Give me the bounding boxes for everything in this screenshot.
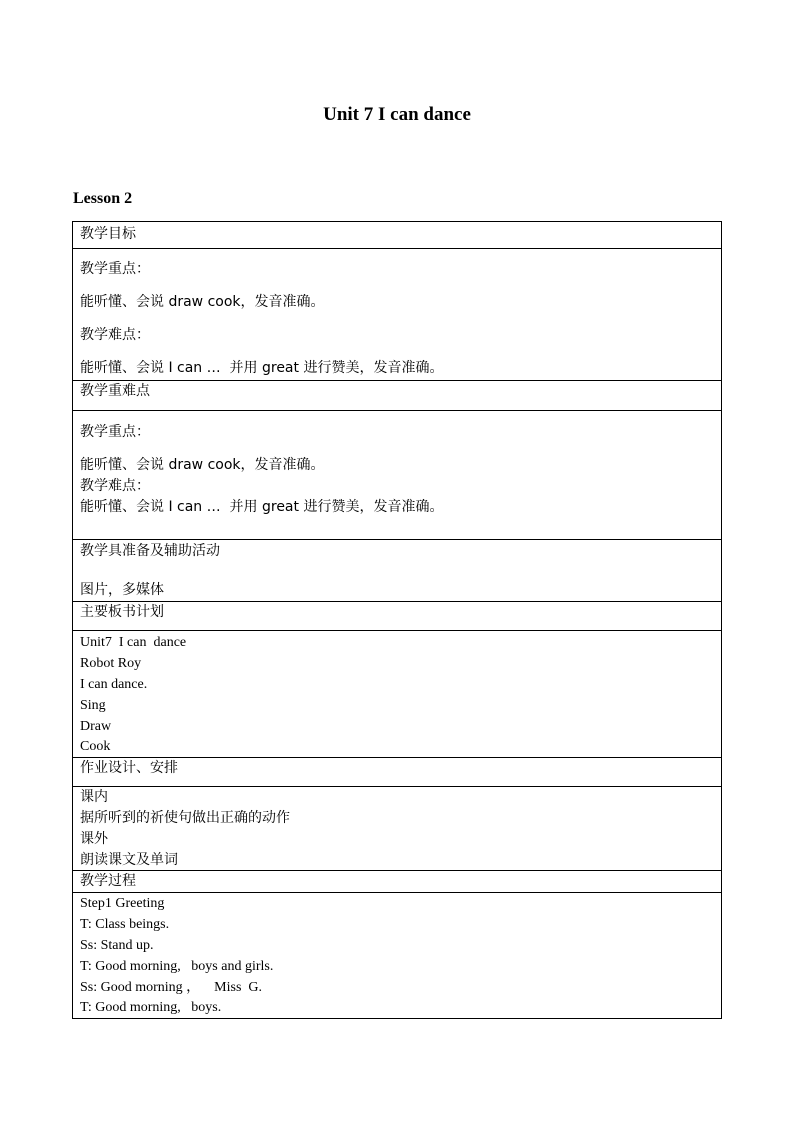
- board-line: Sing: [80, 698, 106, 713]
- key-points-line: 教学难点：: [80, 478, 150, 494]
- homework-body: [73, 787, 722, 871]
- process-line: T: Good morning, boys.: [80, 1000, 222, 1015]
- key-points-line: 教学重点：: [80, 424, 150, 440]
- board-line: Unit7 I can dance: [80, 635, 187, 650]
- materials-line: 图片，多媒体: [80, 582, 164, 598]
- process-line: Ss: Stand up.: [80, 938, 154, 953]
- process-heading: 教学过程: [73, 871, 722, 893]
- process-body: [73, 893, 722, 1019]
- homework-line: 朗读课文及单词: [80, 852, 178, 868]
- objectives-line: 教学难点：: [80, 327, 150, 343]
- board-body-row: [73, 631, 722, 758]
- homework-body-row: [73, 787, 722, 871]
- board-heading: 主要板书计划: [73, 602, 722, 631]
- homework-line: 课内: [80, 789, 108, 805]
- materials-heading: 教学具准备及辅助活动: [80, 543, 220, 559]
- process-line: T: Class beings.: [80, 917, 170, 932]
- board-header-row: [73, 602, 722, 631]
- lesson-heading: Lesson 2: [73, 190, 133, 207]
- key-points-header-row: [73, 381, 722, 411]
- board-line: Robot Roy: [80, 656, 142, 671]
- objectives-body-row: [73, 249, 722, 381]
- board-line: Cook: [80, 739, 111, 754]
- key-points-body-row: [73, 411, 722, 540]
- process-line: T: Good morning, boys and girls.: [80, 959, 274, 974]
- process-line: Ss: Good morning ， Miss G.: [80, 980, 263, 995]
- objectives-line: 能听懂、会说 I can … 并用 great 进行赞美，发音准确。: [80, 360, 444, 376]
- key-points-line: 能听懂、会说 I can … 并用 great 进行赞美，发音准确。: [80, 499, 444, 515]
- homework-header-row: [73, 758, 722, 787]
- board-body: [73, 631, 722, 758]
- objectives-body: [73, 249, 722, 381]
- process-body-row: [73, 893, 722, 1019]
- objectives-heading: 教学目标: [73, 222, 722, 249]
- objectives-line: 教学重点：: [80, 261, 150, 277]
- materials-cell: [73, 540, 722, 602]
- process-line: Step1 Greeting: [80, 896, 165, 911]
- document-title: Unit 7 I can dance: [323, 104, 471, 125]
- objectives-line: 能听懂、会说 draw cook，发音准确。: [80, 294, 325, 310]
- materials-row: [73, 540, 722, 602]
- key-points-line: 能听懂、会说 draw cook，发音准确。: [80, 457, 325, 473]
- homework-line: 据所听到的祈使句做出正确的动作: [80, 810, 290, 826]
- key-points-heading: 教学重难点: [73, 381, 722, 411]
- homework-heading: 作业设计、安排: [73, 758, 722, 787]
- homework-line: 课外: [80, 831, 108, 847]
- lesson-plan-table: [72, 221, 722, 1019]
- key-points-body: [73, 411, 722, 540]
- process-header-row: [73, 871, 722, 893]
- board-line: Draw: [80, 719, 112, 734]
- objectives-header-row: [73, 222, 722, 249]
- board-line: I can dance.: [80, 677, 148, 692]
